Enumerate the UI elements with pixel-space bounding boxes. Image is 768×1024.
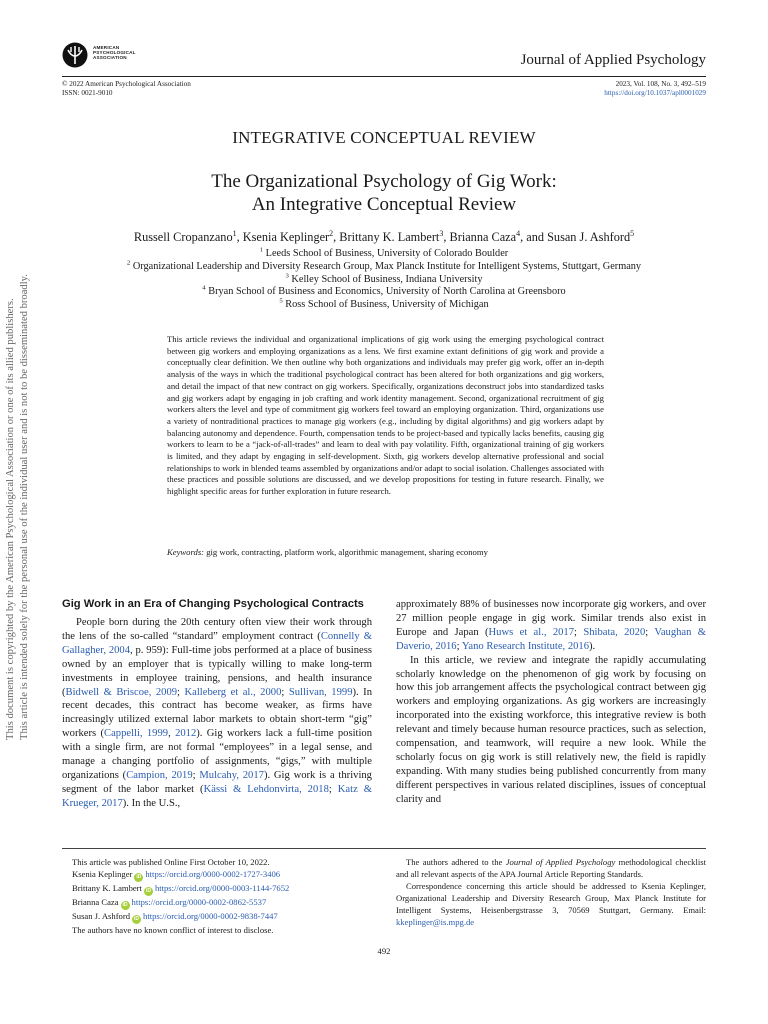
affiliation-text: Bryan School of Business and Economics, University of North Carolina at Greensboro bbox=[205, 286, 566, 298]
affiliation bbox=[0, 286, 768, 299]
apa-logo-icon bbox=[62, 42, 88, 68]
citation-link[interactable]: Kässi & Lehdonvirta, 2018 bbox=[203, 783, 329, 795]
copyright-side-note bbox=[4, 274, 32, 740]
affiliation-marker: 4 bbox=[202, 284, 206, 292]
side-note-line: This document is copyrighted by the American Psychological Association or one of its allied publishers. bbox=[5, 298, 16, 740]
footnote-right bbox=[396, 856, 706, 928]
orcid-icon: iD bbox=[134, 916, 140, 922]
text-run: ; bbox=[456, 640, 462, 652]
published-note: This article was published Online First October 10, 2022. bbox=[72, 857, 270, 867]
header-rule bbox=[62, 76, 706, 77]
author-affiliation-marker: 2 bbox=[329, 228, 334, 238]
logo-line: ASSOCIATION bbox=[93, 55, 127, 61]
affiliation-marker: 3 bbox=[285, 272, 289, 280]
orcid-icon: iD bbox=[122, 902, 128, 908]
text-run: , bbox=[168, 728, 176, 740]
orcid-entry bbox=[72, 896, 372, 910]
issn-line: ISSN: 0021-9010 bbox=[62, 89, 113, 97]
citation-link[interactable]: Bidwell & Briscoe, 2009 bbox=[65, 686, 178, 698]
journal-title: Journal of Applied Psychology bbox=[520, 52, 706, 68]
article-title bbox=[0, 170, 768, 216]
doi-link[interactable]: https://doi.org/10.1037/apl0001029 bbox=[604, 89, 706, 97]
keywords-text: gig work, contracting, platform work, algorithmic management, sharing economy bbox=[206, 547, 488, 557]
orcid-entry bbox=[72, 868, 372, 882]
section-heading: Gig Work in an Era of Changing Psychological Contracts bbox=[62, 598, 364, 610]
keywords bbox=[167, 547, 604, 557]
author-affiliation-marker: 5 bbox=[630, 228, 635, 238]
affiliation-text: Leeds School of Business, University of Colorado Boulder bbox=[263, 248, 509, 259]
orcid-author-name: Ksenia Keplinger bbox=[72, 869, 133, 879]
author-name: Brianna Caza bbox=[449, 230, 517, 244]
affiliation-marker: 1 bbox=[259, 246, 264, 254]
author-affiliation-marker: 4 bbox=[516, 228, 521, 238]
affiliation bbox=[0, 299, 768, 312]
text-run: ; bbox=[281, 686, 289, 698]
text-run: ). bbox=[589, 640, 596, 652]
orcid-author-name: Brianna Caza bbox=[72, 897, 119, 907]
title-line: The Organizational Psychology of Gig Work: bbox=[211, 171, 557, 192]
author-separator: , bbox=[443, 230, 450, 244]
affiliation-text: Ross School of Business, University of Michigan bbox=[282, 299, 489, 311]
text-run: ; bbox=[574, 626, 584, 638]
body-column-left bbox=[62, 598, 372, 811]
text-run: People born during the 20th century often view their work through the lens of the so-called “standard” employment contract ( bbox=[62, 617, 372, 642]
author-affiliation-marker: 1 bbox=[232, 228, 237, 238]
logo-line: PSYCHOLOGICAL bbox=[93, 50, 136, 56]
citation-link[interactable]: Katz & Krueger, 2017 bbox=[62, 783, 372, 809]
citation-link[interactable]: 2012 bbox=[175, 728, 197, 740]
orcid-icon: iD bbox=[145, 888, 151, 894]
text-run: ; bbox=[328, 783, 338, 795]
author-separator: , bbox=[333, 230, 340, 244]
text-run: ; bbox=[192, 769, 200, 781]
author-separator: , bbox=[236, 230, 243, 244]
author-name: Russell Cropanzano bbox=[133, 230, 233, 244]
affiliation-marker: 2 bbox=[126, 259, 131, 267]
citation-link[interactable]: Sullivan, 1999 bbox=[288, 686, 353, 698]
citation-line: 2023, Vol. 108, No. 3, 492–519 bbox=[615, 80, 706, 88]
affiliation bbox=[0, 261, 768, 274]
body-column-right bbox=[396, 598, 706, 807]
footnote-rule bbox=[62, 848, 706, 849]
text-run: , p. 959): Full-time jobs performed at a place of business owned by an employer that is typically willing to make long-term investments in employee training, pensions, and health insurance ( bbox=[62, 644, 372, 698]
orcid-link[interactable]: https://orcid.org/0000-0002-9838-7447 bbox=[143, 911, 278, 921]
page-number: 492 bbox=[377, 946, 391, 956]
adherence-journal: Journal of Applied Psychology bbox=[505, 857, 616, 867]
affiliation-marker: 5 bbox=[279, 297, 283, 305]
text-run: ; bbox=[645, 626, 655, 638]
citation-link[interactable]: Shibata, 2020 bbox=[583, 626, 646, 638]
author-separator: , and bbox=[520, 230, 548, 244]
text-run: ). In the U.S., bbox=[122, 797, 181, 809]
body-paragraph bbox=[396, 598, 706, 654]
email-link[interactable]: kkeplinger@is.mpg.de bbox=[396, 917, 475, 927]
orcid-list bbox=[72, 868, 372, 924]
adherence-text: The authors adhered to the bbox=[406, 857, 506, 867]
author-list bbox=[0, 230, 768, 245]
footnote-left bbox=[72, 856, 372, 936]
adherence-note bbox=[396, 856, 706, 880]
affiliation-list bbox=[0, 248, 768, 312]
body-paragraph: In this article, we review and integrate the rapidly accumulating scholarly knowledge on the phenomenon of gig work by focusing on how this job arrangement affects the psychological contract between gig workers and employing organizations. As gig workers are increasingly incorporated into the existing workforce, this integrative review is both relevant and timely because human resource practices, such as selection, compensation, and teamwork, will require a new look. While the scholarly focus on gig work is still relatively new, the field is rapidly expanding. With many studies being published concurrently from many different perspectives in various related disciplines, issues of conceptual clarity and bbox=[396, 654, 706, 805]
orcid-icon: iD bbox=[136, 874, 142, 880]
orcid-entry bbox=[72, 882, 372, 896]
abstract: This article reviews the individual and organizational implications of gig work using the emerging psychological contract between gig workers and employing organizations as a lens. We first examine extant definitions of gig work and provide a conceptually clear definition. We then outline why both organizations and individuals may prefer gig work, offer an in-depth analysis of the ways in which the traditional psychological contract has been altered for both organizations and gig workers, and detail the impact of that new contract on gig workers. Specifically, organizations deconstruct jobs into standardized tasks and gig workers adapt by engaging in job crafting and work identity management. Second, organizational recruitment of gig workers alters the level and type of commitment gig workers feel toward an employing organization. Third, organizations use a variety of nontraditional practices to manage gig workers (e.g., including by digital algorithms) and gig workers adapt by balancing autonomy and dependence. Fourth, compensation tends to be project-based and typically lacks benefits, causing gig workers to learn to be a “jack-of-all-trades” and learn to deal with pay volatility. Fifth, organizational training of gig workers is limited, and they adapt by engaging in self-development. Sixth, gig workers develop alternative professional and social relationships to work in blended teams assembled by organizations and/or adapt to social isolation. Challenges associated with these practices and possible solutions are discussed, and we develop propositions for testing in future research. Finally, we highlight specific areas for further exploration in future research. bbox=[167, 334, 604, 497]
orcid-link[interactable]: https://orcid.org/0000-0002-0862-5537 bbox=[131, 897, 267, 907]
orcid-author-name: Susan J. Ashford bbox=[72, 911, 131, 921]
apa-logo-wordmark bbox=[93, 45, 136, 61]
author-affiliation-marker: 3 bbox=[439, 228, 444, 238]
affiliation-text: Kelley School of Business, Indiana University bbox=[288, 273, 483, 285]
section-label: INTEGRATIVE CONCEPTUAL REVIEW bbox=[232, 128, 536, 147]
adherence-text: methodological checklist and all relevant aspects of the APA Journal Article Reporting Standards. bbox=[396, 857, 706, 879]
author-name: Brittany K. Lambert bbox=[339, 230, 440, 244]
affiliation bbox=[0, 248, 768, 261]
text-run: ). Gig workers lack a full-time position with a single firm, are not formal “employees” in a legal sense, and manage a changing portfolio of assignments, “gigs,” with multiple organizations ( bbox=[62, 728, 373, 781]
conflict-note: The authors have no known conflict of interest to disclose. bbox=[72, 925, 274, 935]
citation-link[interactable]: Mulcahy, 2017 bbox=[199, 769, 264, 781]
affiliation-text: Organizational Leadership and Diversity Research Group, Max Planck Institute for Intelligent Systems, Stuttgart, Germany bbox=[130, 260, 642, 272]
correspondence-note bbox=[396, 880, 706, 928]
body-paragraph bbox=[62, 616, 372, 811]
orcid-author-name: Brittany K. Lambert bbox=[72, 883, 142, 893]
copyright-line: © 2022 American Psychological Association bbox=[62, 80, 191, 88]
orcid-link[interactable]: https://orcid.org/0000-0002-1727-3406 bbox=[145, 869, 281, 879]
citation-link[interactable]: Yano Research Institute, 2016 bbox=[461, 640, 590, 652]
author-name: Susan J. Ashford bbox=[547, 230, 631, 244]
correspondence-text: Correspondence concerning this article should be addressed to Ksenia Keplinger, Organizational Leadership and Diversity Research Group, Max Planck Institute for Intelligent Systems, Heisenbergstrasse 3, 70569 Stuttgart, Germany. Email: bbox=[396, 881, 706, 915]
author-name: Ksenia Keplinger bbox=[242, 230, 330, 244]
citation-block bbox=[604, 80, 706, 98]
text-run: ). Gig work is a thriving segment of the labor market ( bbox=[62, 769, 372, 795]
citation-link[interactable]: Huws et al., 2017 bbox=[488, 626, 575, 638]
citation-link[interactable]: Connelly & Gallagher, 2004 bbox=[62, 630, 373, 656]
orcid-link[interactable]: https://orcid.org/0000-0003-1144-7652 bbox=[154, 883, 290, 893]
citation-link[interactable]: Cappelli, 1999 bbox=[104, 728, 169, 740]
text-run: ; bbox=[177, 686, 185, 698]
text-run: ). In recent decades, this contract has become weaker, as firms have increasingly utilized external labor markets to obtain short-term “gig” workers ( bbox=[62, 686, 373, 740]
orcid-entry bbox=[72, 910, 372, 924]
citation-link[interactable]: Vaughan & Daverio, 2016 bbox=[396, 626, 706, 652]
copyright-block bbox=[62, 80, 191, 98]
text-run: approximately 88% of businesses now incorporate gig workers, and over 27 million people engage in gig work. Similar trends also exist in Europe and Japan ( bbox=[396, 599, 706, 638]
affiliation bbox=[0, 274, 768, 287]
logo-line: AMERICAN bbox=[93, 45, 120, 50]
title-line: An Integrative Conceptual Review bbox=[251, 194, 517, 215]
side-note-line: This article is intended solely for the personal use of the individual user and is not to be disseminated broadly. bbox=[19, 274, 30, 740]
citation-link[interactable]: Campion, 2019 bbox=[126, 769, 193, 781]
citation-link[interactable]: Kalleberg et al., 2000 bbox=[184, 686, 282, 698]
keywords-label: Keywords: bbox=[167, 547, 205, 557]
